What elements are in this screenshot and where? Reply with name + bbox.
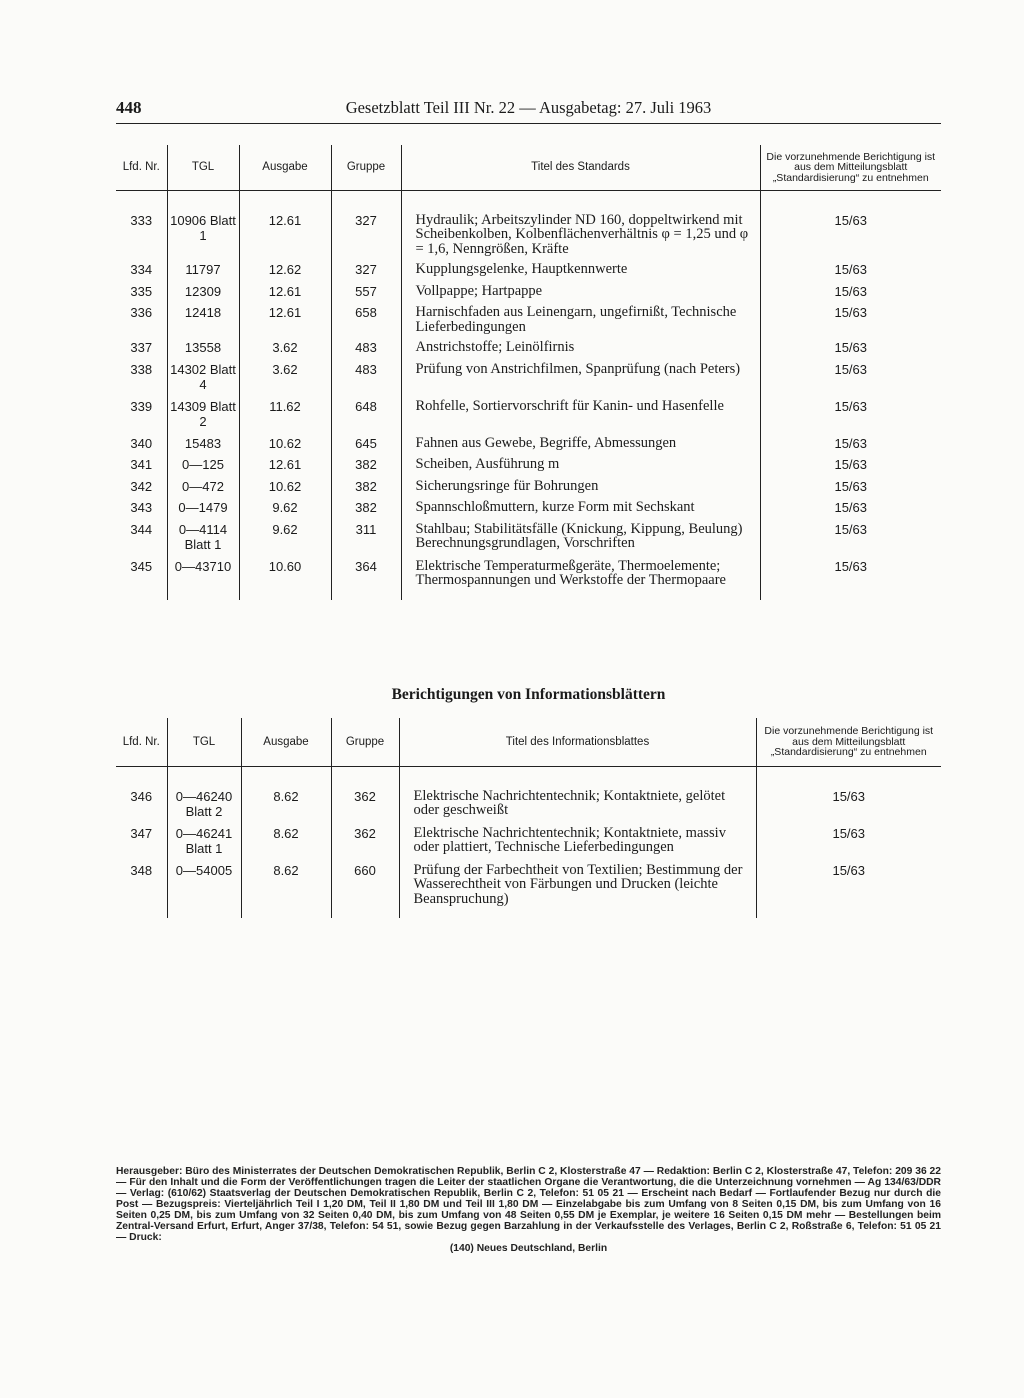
tgl-number: 0—1479 <box>167 500 239 522</box>
table-spacer-row <box>116 190 941 213</box>
table-spacer-row <box>116 766 941 789</box>
group: 483 <box>331 340 401 362</box>
group: 382 <box>331 500 401 522</box>
spacer-cell <box>756 912 941 918</box>
col-header-berichtigung: Die vorzunehmende Berichtigung ist aus dem Mitteilungsblatt „Standardisierung“ zu entnehmen <box>760 145 941 190</box>
row-number: 337 <box>130 340 153 355</box>
edition: 9.62 <box>239 522 331 559</box>
table-row <box>116 479 941 501</box>
gazette-title: Gesetzblatt Teil III Nr. 22 — Ausgabetag: 27. Juli 1963 <box>345 98 712 117</box>
header-rule <box>116 123 941 124</box>
edition: 3.62 <box>239 340 331 362</box>
tgl-number: 15483 <box>167 436 239 458</box>
spacer-cell <box>399 912 756 918</box>
standard-title: Vollpappe; Hartpappe <box>401 284 760 306</box>
section-title: Berichtigungen von Informationsblättern <box>391 686 666 703</box>
tgl-number: 0—472 <box>167 479 239 501</box>
row-number: 340 <box>130 435 153 451</box>
table-row <box>116 362 941 399</box>
spacer-cell <box>331 190 401 213</box>
spacer-cell <box>116 766 167 789</box>
table-row <box>116 399 941 436</box>
row-number: 344 <box>130 521 153 537</box>
table-row <box>116 789 941 826</box>
spacer-cell <box>239 190 331 213</box>
spacer-cell <box>331 594 401 600</box>
standard-title: Prüfung der Farbechtheit von Textilien; Bestimmung der Wasserechtheit von Färbungen und Drucken (leichte Beanspruchung) <box>399 863 756 913</box>
tgl-number: 14302 Blatt 4 <box>167 362 239 399</box>
row-number: 333 <box>130 212 153 228</box>
row-number: 335 <box>130 283 153 299</box>
correction-reference: 15/63 <box>760 522 941 559</box>
correction-reference: 15/63 <box>756 826 941 863</box>
edition: 10.62 <box>239 479 331 501</box>
page-header <box>116 98 941 124</box>
correction-reference: 15/63 <box>760 399 941 436</box>
group: 382 <box>331 457 401 479</box>
standards-table <box>116 145 941 600</box>
col-header-gruppe: Gruppe <box>331 718 399 766</box>
information-sheets-table <box>116 718 941 918</box>
spacer-cell <box>760 594 941 600</box>
table-row <box>116 457 941 479</box>
col-header-ausgabe: Ausgabe <box>239 145 331 190</box>
imprint-text: Herausgeber: Büro des Ministerrates der Deutschen Demokratischen Republik, Berlin C 2, Klosterstraße 47 — Redaktion: Berlin C 2, Klosterstraße 47, Telefon: 209 36 22 — Für den Inhalt und die Form der Veröffentlichungen tragen die Leiter der staatlichen Organe die Verantwortung, die die Unterzeichnung vornehmen — Ag 134/63/DDR — Verlag: (610/62) Staatsverlag der Deutschen Demokratischen Republik, Berlin C 2, Telefon: 51 05 21 — Erscheint nach Bedarf — Fortlaufender Bezug nur durch die Post — Bezugspreis: Vierteljährlich Teil I 1,20 DM, Teil II 1,80 DM und Teil III 1,80 DM — Einzelabgabe bis zum Umfang von 8 Seiten 0,15 DM, bis zum Umfang von 16 Seiten 0,25 DM, bis zum Umfang von 32 Seiten 0,40 DM, bis zum Umfang von 48 Seiten 0,55 DM je Exemplar, je weitere 16 Seiten 0,15 DM mehr — Bestellungen beim Zentral-Versand Erfurt, Erfurt, Anger 37/38, Telefon: 54 51, sowie Bezug gegen Barzahlung in der Verkaufsstelle des Verlages, Berlin C 2, Roßstraße 6, Telefon: 51 05 21 — Druck: <box>116 1166 941 1243</box>
publisher-imprint <box>116 1166 941 1254</box>
row-number: 347 <box>130 825 153 841</box>
edition: 12.62 <box>239 262 331 284</box>
row-number: 341 <box>130 457 153 472</box>
spacer-cell <box>116 912 167 918</box>
group: 483 <box>331 362 401 399</box>
group: 648 <box>331 399 401 436</box>
tgl-number: 0—46240 Blatt 2 <box>167 789 241 826</box>
spacer-cell <box>167 766 241 789</box>
tgl-number: 0—4114 Blatt 1 <box>167 522 239 559</box>
col-header-ausgabe: Ausgabe <box>241 718 331 766</box>
spacer-cell <box>331 912 399 918</box>
spacer-cell <box>760 190 941 213</box>
row-number: 338 <box>130 361 153 377</box>
spacer-cell <box>167 594 239 600</box>
standard-title: Elektrische Temperaturmeßgeräte, Thermoelemente; Thermospannungen und Werkstoffe der Thermopaare <box>401 559 760 594</box>
standard-title: Stahlbau; Stabilitätsfälle (Knickung, Kippung, Beulung) Berechnungsgrundlagen, Vorschriften <box>401 522 760 559</box>
edition: 8.62 <box>241 826 331 863</box>
tgl-number: 0—125 <box>167 457 239 479</box>
edition: 12.61 <box>239 457 331 479</box>
standard-title: Elektrische Nachrichtentechnik; Kontaktniete, massiv oder plattiert, Technische Lieferbedingungen <box>399 826 756 863</box>
spacer-cell <box>331 766 399 789</box>
tgl-number: 10906 Blatt 1 <box>167 213 239 263</box>
tgl-number: 12418 <box>167 305 239 340</box>
standard-title: Harnischfaden aus Leinengarn, ungefirnißt, Technische Lieferbedingungen <box>401 305 760 340</box>
table-row <box>116 213 941 263</box>
correction-reference: 15/63 <box>760 362 941 399</box>
spacer-cell <box>241 912 331 918</box>
correction-reference: 15/63 <box>756 789 941 826</box>
tgl-number: 14309 Blatt 2 <box>167 399 239 436</box>
table-row <box>116 305 941 340</box>
correction-reference: 15/63 <box>760 457 941 479</box>
standard-title: Anstrichstoffe; Leinölfirnis <box>401 340 760 362</box>
correction-reference: 15/63 <box>760 559 941 594</box>
col-header-nr: Lfd. Nr. <box>116 718 167 766</box>
edition: 10.62 <box>239 436 331 458</box>
standard-title: Fahnen aus Gewebe, Begriffe, Abmessungen <box>401 436 760 458</box>
information-sheets-table-body <box>116 766 941 918</box>
row-number: 339 <box>130 398 153 414</box>
group: 658 <box>331 305 401 340</box>
group: 311 <box>331 522 401 559</box>
correction-reference: 15/63 <box>760 340 941 362</box>
standard-title: Prüfung von Anstrichfilmen, Spanprüfung (nach Peters) <box>401 362 760 399</box>
correction-reference: 15/63 <box>760 500 941 522</box>
group: 362 <box>331 826 399 863</box>
correction-reference: 15/63 <box>760 213 941 263</box>
col-header-titel: Titel des Informationsblattes <box>399 718 756 766</box>
correction-reference: 15/63 <box>760 305 941 340</box>
edition: 8.62 <box>241 863 331 913</box>
tgl-number: 12309 <box>167 284 239 306</box>
standard-title: Kupplungsgelenke, Hauptkennwerte <box>401 262 760 284</box>
edition: 8.62 <box>241 789 331 826</box>
spacer-cell <box>241 766 331 789</box>
edition: 9.62 <box>239 500 331 522</box>
spacer-cell <box>401 594 760 600</box>
group: 557 <box>331 284 401 306</box>
table-row <box>116 522 941 559</box>
correction-reference: 15/63 <box>760 262 941 284</box>
correction-reference: 15/63 <box>760 479 941 501</box>
row-number: 343 <box>130 500 153 515</box>
group: 382 <box>331 479 401 501</box>
edition: 10.60 <box>239 559 331 594</box>
table-row <box>116 262 941 284</box>
col-header-tgl: TGL <box>167 718 241 766</box>
tgl-number: 11797 <box>167 262 239 284</box>
col-header-gruppe: Gruppe <box>331 145 401 190</box>
group: 645 <box>331 436 401 458</box>
correction-reference: 15/63 <box>760 436 941 458</box>
imprint-printer: (140) Neues Deutschland, Berlin <box>449 1243 608 1254</box>
page-number: 448 <box>116 98 142 117</box>
spacer-cell <box>399 766 756 789</box>
spacer-cell <box>116 190 167 213</box>
row-number: 342 <box>130 478 153 494</box>
table-row <box>116 863 941 913</box>
tgl-number: 0—46241 Blatt 1 <box>167 826 241 863</box>
edition: 12.61 <box>239 213 331 263</box>
col-header-titel: Titel des Standards <box>401 145 760 190</box>
standard-title: Scheiben, Ausführung m <box>401 457 760 479</box>
row-number: 346 <box>130 788 153 804</box>
spacer-cell <box>167 190 239 213</box>
group: 660 <box>331 863 399 913</box>
table-row <box>116 559 941 594</box>
table-row <box>116 436 941 458</box>
standard-title: Hydraulik; Arbeitszylinder ND 160, doppeltwirkend mit Scheibenkolben, Kolbenflächenverhältnis φ = 1,25 und φ = 1,6, Nenngrößen, Kräfte <box>401 213 760 263</box>
group: 362 <box>331 789 399 826</box>
group: 364 <box>331 559 401 594</box>
edition: 12.61 <box>239 305 331 340</box>
standards-table-body <box>116 190 941 600</box>
standard-title: Elektrische Nachrichtentechnik; Kontaktniete, gelötet oder geschweißt <box>399 789 756 826</box>
standard-title: Rohfelle, Sortiervorschrift für Kanin- und Hasenfelle <box>401 399 760 436</box>
edition: 12.61 <box>239 284 331 306</box>
standard-title: Spannschloßmuttern, kurze Form mit Sechskant <box>401 500 760 522</box>
col-header-nr: Lfd. Nr. <box>116 145 167 190</box>
spacer-cell <box>756 766 941 789</box>
spacer-cell <box>401 190 760 213</box>
table-spacer-row <box>116 912 941 918</box>
col-header-tgl: TGL <box>167 145 239 190</box>
correction-reference: 15/63 <box>760 284 941 306</box>
row-number: 334 <box>130 262 153 277</box>
table-row <box>116 826 941 863</box>
table-row <box>116 340 941 362</box>
standard-title: Sicherungsringe für Bohrungen <box>401 479 760 501</box>
correction-reference: 15/63 <box>756 863 941 913</box>
row-number: 336 <box>130 305 153 320</box>
tgl-number: 13558 <box>167 340 239 362</box>
group: 327 <box>331 213 401 263</box>
table-row <box>116 284 941 306</box>
spacer-cell <box>167 912 241 918</box>
group: 327 <box>331 262 401 284</box>
table-spacer-row <box>116 594 941 600</box>
spacer-cell <box>116 594 167 600</box>
edition: 3.62 <box>239 362 331 399</box>
row-number: 345 <box>130 558 153 574</box>
table-row <box>116 500 941 522</box>
col-header-berichtigung: Die vorzunehmende Berichtigung ist aus dem Mitteilungsblatt „Standardisierung“ zu entnehmen <box>756 718 941 766</box>
tgl-number: 0—43710 <box>167 559 239 594</box>
row-number: 348 <box>130 862 153 878</box>
tgl-number: 0—54005 <box>167 863 241 913</box>
edition: 11.62 <box>239 399 331 436</box>
spacer-cell <box>239 594 331 600</box>
